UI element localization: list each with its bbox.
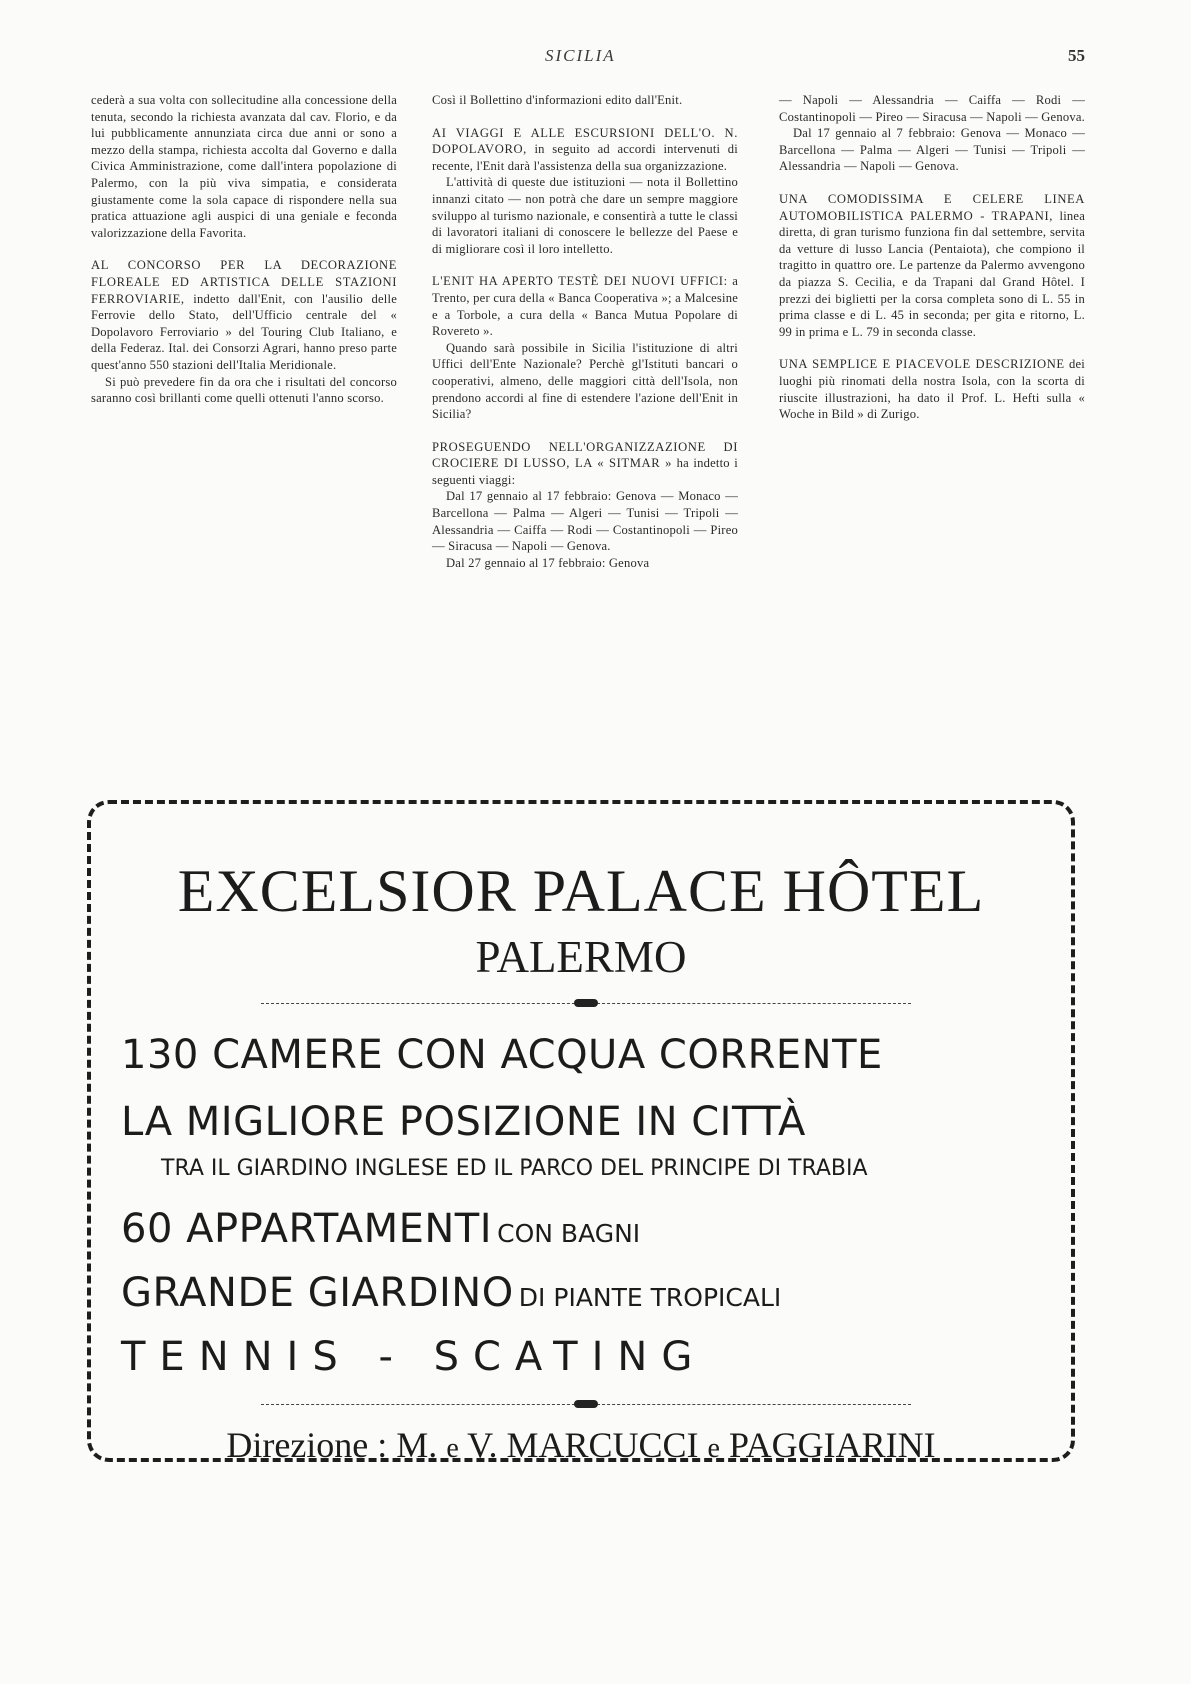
paragraph [432,125,738,175]
paragraph [91,257,397,373]
page-header [0,46,1191,76]
paragraph: Così il Bollettino d'informazioni edito dall'Enit. [432,93,683,107]
paragraph-text: in seguito ad accordi intervenuti di recente, l'Enit darà l'assistenza della sua organizzazione. [432,142,738,173]
paragraph: cederà a sua volta con sollecitudine alla concessione della tenuta, secondo la richiesta avanzata dal cav. Florio, e da lui pubblicamente annunziata circa due anni or sono a mezzo della stampa, richiesta accolta dal Governo e dalla Civica Amministrazione, come dall'intera popolazione di Palermo, con la più viva simpatia, e considerata giustamente come la sola capace di rispondere nella sua pratica attuazione agli auspici di una geniale e feconda valorizzazione della Favorita. [91,93,397,240]
ad-apartments: 60 APPARTAMENTI [121,1206,493,1252]
direction-label: Direzione : [226,1425,388,1465]
paragraph-text: linea diretta, di gran turismo funziona fin dal settembre, servita da vetture di lusso Lancia (Pentaiota), che compiono il tragitto in quattro ore. Le partenze da Palermo avvengono da piazza S. Cecilia, e da Trapani dal Grand Hôtel. I prezzi dei biglietti per la corsa completa sono di L. 55 in prima classe e di L. 45 in seconda; per gita e ritorno, L. 99 in prima e L. 79 in seconda classe. [779,208,1085,339]
direction-conjunction: e [446,1433,459,1464]
ad-position-line: LA MIGLIORE POSIZIONE IN CITTÀ [121,1099,806,1145]
column-2 [432,92,738,571]
ad-garden-note: DI PIANTE TROPICALI [518,1283,782,1312]
direction-initial-v: V. [467,1425,498,1465]
paragraph-text: indetto dall'Enit, con l'ausilio delle Ferrovie dello Stato, dell'Ufficio centrale del « Dopolavoro Ferroviario » del Touring Club Italiano, e della Federaz. Ital. dei Consorzi Agrari, hanno preso parte quest'anno 550 stazioni dell'Italia Meridionale. [91,291,397,372]
section-heading: PROSEGUENDO NELL'ORGANIZZAZIONE DI CROCIERE DI LUSSO, LA « SITMAR » [432,439,738,471]
direction-paggiarini: PAGGIARINI [728,1425,936,1465]
section-heading: AL CONCORSO PER LA DECORAZIONE FLOREALE ED ARTISTICA DELLE STAZIONI FERROVIARIE, [91,258,397,306]
ad-sports-line: TENNIS - SCATING [121,1334,707,1380]
ad-apartments-line [121,1206,1051,1252]
section-heading: L'ENIT HA APERTO TESTÈ DEI NUOVI UFFICI: [432,274,728,289]
ornament-divider [261,1400,911,1408]
ad-direction [91,1424,1071,1466]
paragraph: Dal 17 gennaio al 7 febbraio: Genova — Monaco — Barcellona — Palma — Algeri — Tunisi — Tripoli — Alessandria — Napoli — Genova. [779,126,1085,174]
column-3 [779,92,1085,423]
running-title: SICILIA [545,46,616,65]
direction-marcucci: MARCUCCI [506,1425,699,1465]
column-1 [91,92,397,407]
ad-rooms-line: 130 CAMERE CON ACQUA CORRENTE [121,1032,883,1078]
paragraph-text: dei luoghi più rinomati della nostra Isola, con la scorta di riuscite illustrazioni, ha dato il Prof. L. Hefti sulla « Woche in Bild » di Zurigo. [779,357,1085,422]
paragraph [779,191,1085,340]
ad-garden-line [121,1270,1051,1316]
ad-garden: GRANDE GIARDINO [121,1270,514,1316]
ornament-divider [261,999,911,1007]
ad-city: PALERMO [475,932,687,982]
page-number: 55 [1068,46,1085,65]
paragraph: L'attività di queste due istituzioni — nota il Bollettino innanzi citato — non potrà che dare un sempre maggiore sviluppo al turismo nazionale, e consentirà a tutte le classi di lavoratori italiani di conoscere le bellezze del Paese e di migliorare così il loro intelletto. [432,175,738,256]
paragraph-text: a Trento, per cura della « Banca Cooperativa »; a Malcesine e a Torbole, a cura della « Banca Mutua Popolare di Rovereto ». [432,274,738,339]
section-heading: UNA SEMPLICE E PIACEVOLE DESCRIZIONE [779,357,1065,372]
paragraph: Quando sarà possibile in Sicilia l'istituzione di altri Uffici dell'Ente Nazionale? Perchè gl'Istituti bancari o cooperativi, almeno, delle maggiori città dell'Isola, non prendono accordi al fine di estendere l'azione dell'Enit in Sicilia? [432,340,738,422]
paragraph: Si può prevedere fin da ora che i risultati del concorso saranno così brillanti come quelli ottenuti l'anno scorso. [91,374,397,406]
hotel-advertisement [87,800,1075,1465]
paragraph: — Napoli — Alessandria — Caiffa — Rodi — Costantinopoli — Pireo — Siracusa — Napoli — Genova. [779,93,1085,124]
section-heading: UNA COMODISSIMA E CELERE LINEA AUTOMOBILISTICA PALERMO - TRAPANI, [779,191,1085,223]
ad-title: EXCELSIOR PALACE HÔTEL [177,858,985,924]
paragraph-text: ha indetto i seguenti viaggi: [432,456,738,487]
paragraph: Dal 27 gennaio al 17 febbraio: Genova [446,555,650,570]
paragraph [779,356,1085,422]
paragraph [432,439,738,489]
paragraph: Dal 17 gennaio al 17 febbraio: Genova — Monaco — Barcellona — Palma — Algeri — Tunisi — Tripoli — Alessandria — Caiffa — Rodi — Costantinopoli — Pireo — Siracusa — Napoli — Genova. [432,489,738,554]
article-columns [91,92,1095,772]
section-heading: AI VIAGGI E ALLE ESCURSIONI DELL'O. N. DOPOLAVORO, [432,125,738,157]
paragraph [432,273,738,339]
ad-apartments-note: CON BAGNI [497,1219,641,1248]
direction-conjunction: e [707,1433,720,1464]
direction-initial-m: M. [396,1425,438,1465]
ad-location-line: TRA IL GIARDINO INGLESE ED IL PARCO DEL PRINCIPE DI TRABIA [161,1156,868,1181]
